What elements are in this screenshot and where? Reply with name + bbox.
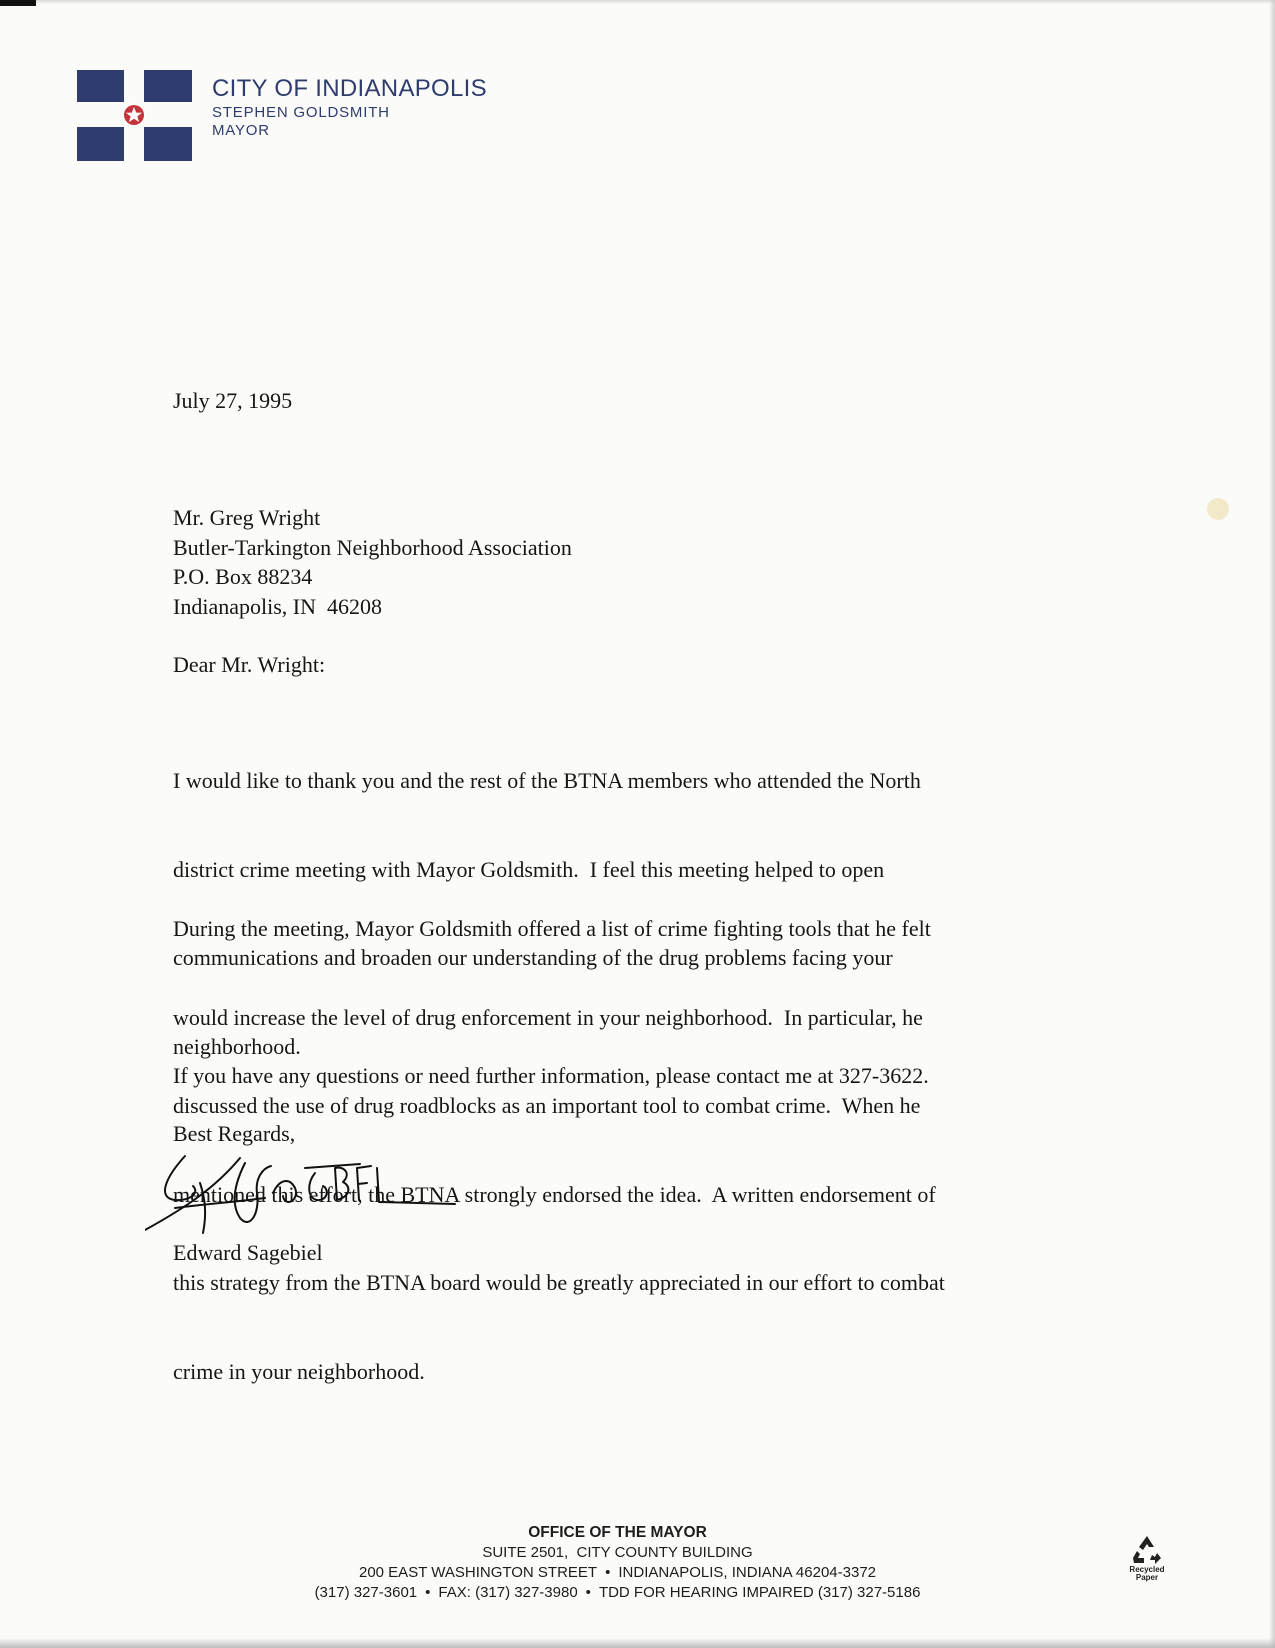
paragraph-line: neighborhood. (173, 1033, 301, 1059)
signer-name: Edward Sagebiel (173, 1240, 323, 1265)
salutation: Dear Mr. Wright: (173, 652, 326, 677)
address-line: P.O. Box 88234 (173, 564, 313, 589)
address-line: Butler-Tarkington Neighborhood Association (173, 534, 572, 560)
paragraph-line: discussed the use of drug roadblocks as an important tool to combat crime. When he (173, 1093, 921, 1118)
paper-stain (1207, 498, 1229, 520)
scan-edge-bottom (0, 1638, 1275, 1648)
scan-edge-top (0, 0, 1275, 4)
footer-separator: • (605, 1564, 611, 1581)
city-flag-logo-icon (77, 70, 192, 162)
paragraph-line: crime in your neighborhood. (173, 1358, 425, 1384)
mayor-name: STEPHEN GOLDSMITH (212, 104, 390, 121)
recycle-icon (1130, 1534, 1164, 1566)
address-line: Indianapolis, IN 46208 (173, 593, 382, 619)
recipient-address (173, 503, 572, 621)
footer-phone: (317) 327-3601 (314, 1584, 418, 1601)
recycled-paper-badge (1117, 1534, 1177, 1590)
footer-tdd: TDD FOR HEARING IMPAIRED (317) 327-5186 (598, 1584, 921, 1601)
city-name: CITY OF INDIANAPOLIS (212, 75, 487, 102)
footer-office: OFFICE OF THE MAYOR (528, 1524, 707, 1541)
closing: Best Regards, (173, 1121, 296, 1146)
footer-fax: FAX: (317) 327-3980 (438, 1584, 578, 1601)
mayor-title: MAYOR (212, 122, 270, 139)
footer-city-state: INDIANAPOLIS, INDIANA 46204-3372 (618, 1564, 876, 1581)
paragraph-line: I would like to thank you and the rest of the BTNA members who attended the North (173, 768, 921, 793)
letter-footer (0, 1523, 1235, 1603)
paragraph-line: this strategy from the BTNA board would be greatly appreciated in our effort to combat (173, 1270, 945, 1295)
footer-street: 200 EAST WASHINGTON STREET (358, 1564, 598, 1581)
footer-separator: • (585, 1584, 591, 1601)
footer-contact (0, 1583, 1235, 1603)
letter-date: July 27, 1995 (173, 388, 293, 413)
letterhead (212, 74, 487, 140)
recycled-paper-label: Recycled Paper (1129, 1565, 1165, 1582)
paragraph-line: district crime meeting with Mayor Goldsmith. I feel this meeting helped to open (173, 856, 885, 882)
paragraph-line: communications and broaden our understanding of the drug problems facing your (173, 945, 893, 970)
footer-suite: SUITE 2501, CITY COUNTY BUILDING (482, 1544, 753, 1561)
paragraph-line: mentioned this effort, the BTNA strongly endorsed the idea. A written endorsement of (173, 1181, 936, 1207)
footer-separator: • (425, 1584, 431, 1601)
paragraph-line: During the meeting, Mayor Goldsmith offered a list of crime fighting tools that he felt (173, 916, 931, 941)
paragraph-line: would increase the level of drug enforcement in your neighborhood. In particular, he (173, 1004, 923, 1030)
paragraph-line: If you have any questions or need further information, please contact me at 327-3622. (173, 1063, 929, 1088)
scan-edge-right (1269, 0, 1275, 1648)
body-paragraph (173, 1061, 929, 1091)
handwritten-signature (145, 1138, 475, 1238)
corner-mark (0, 0, 36, 6)
footer-address (0, 1563, 1235, 1583)
address-line: Mr. Greg Wright (173, 505, 321, 530)
